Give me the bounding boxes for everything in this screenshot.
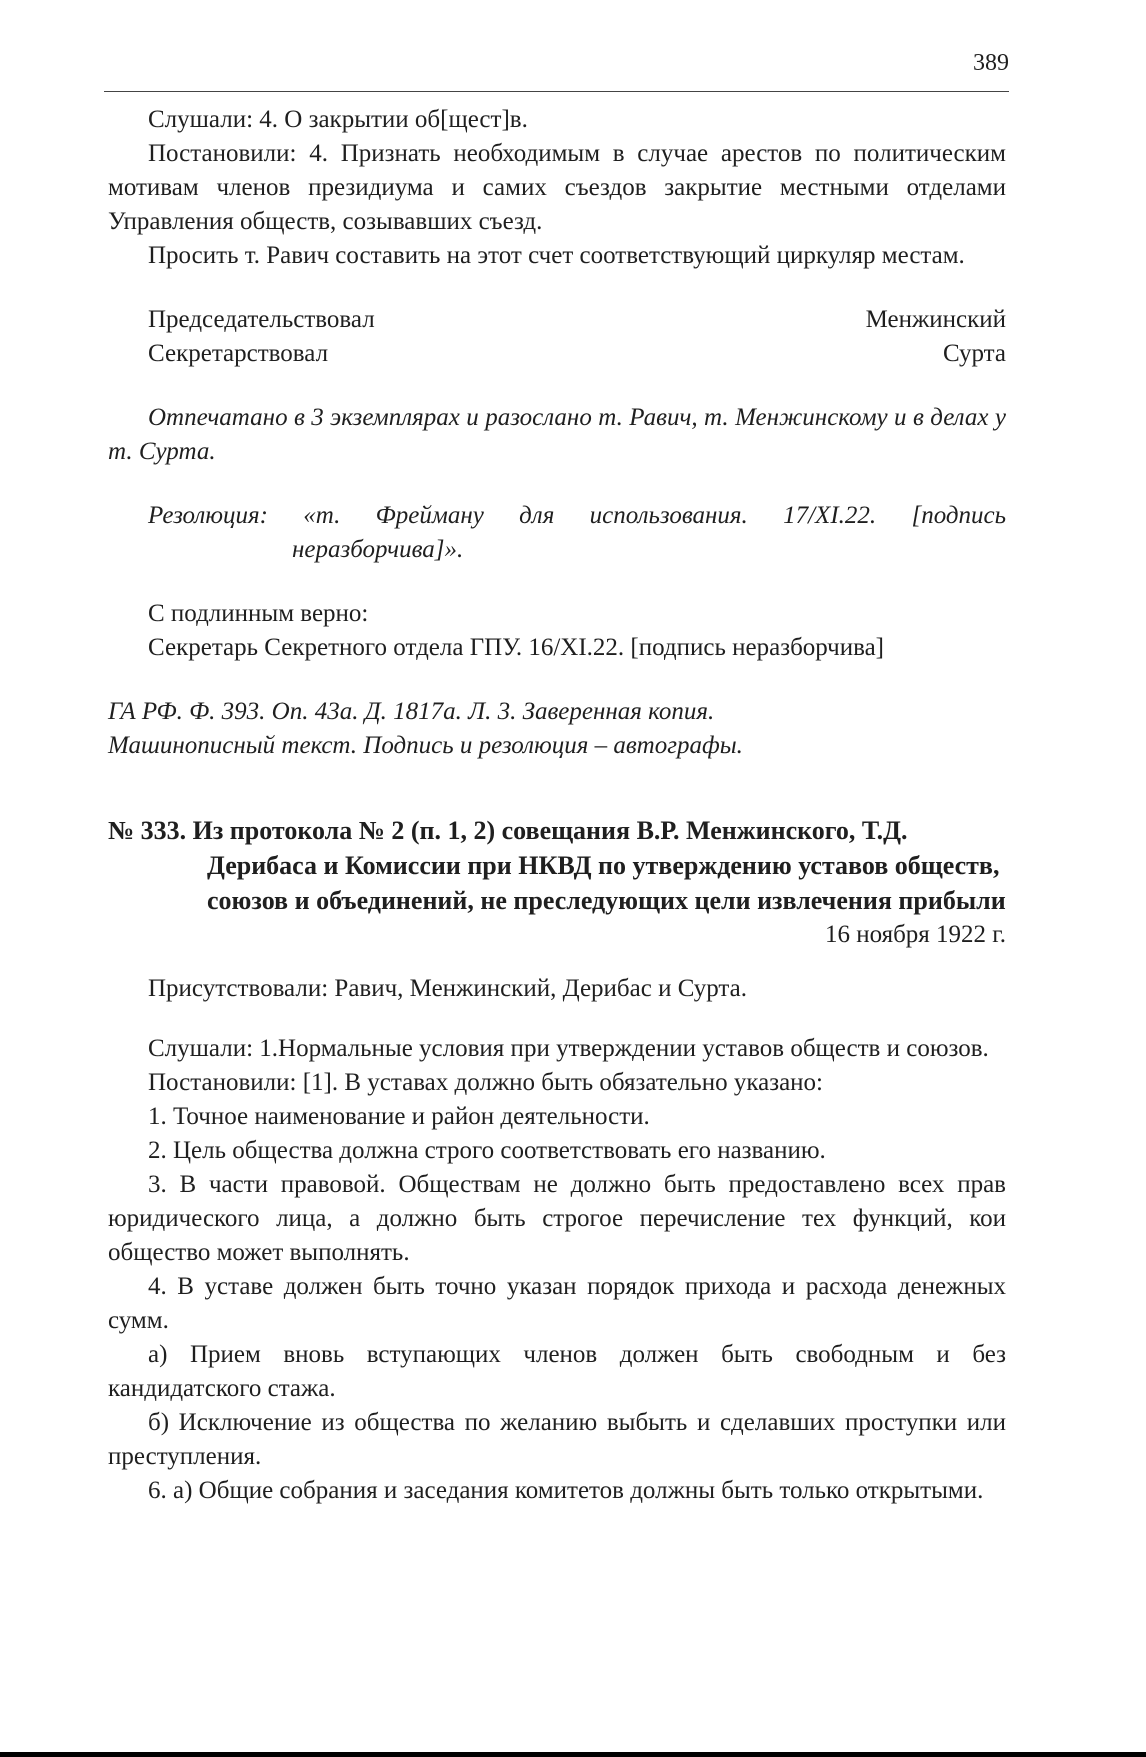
chaired-label: Председательствовал (148, 306, 375, 333)
archive-ref: ГА РФ. Ф. 393. Оп. 43а. Д. 1817а. Л. 3. Заверенная копия. (108, 698, 715, 725)
resolution: Резолюция: «т. Фрейману для использования. 17/XI.22. [подпись неразборчива]». (148, 502, 1006, 563)
item-2: 2. Цель общества должна строго соответствовать его названию. (148, 1137, 826, 1164)
signature-chaired (108, 303, 1006, 337)
secretary-name: Сурта (942, 340, 1006, 367)
signature-secretary (108, 337, 1006, 371)
archive-note: Машинописный текст. Подпись и резолюция – автографы. (108, 732, 743, 759)
heard-4: Слушали: 4. О закрытии об[щест]в. (148, 106, 528, 133)
item-3: 3. В части правовой. Обществам не должно быть предоставлено всех прав юридического лица, а должно быть строгое перечисление тех функций, кои общество может выполнять. (108, 1171, 1006, 1266)
item-6a: 6. а) Общие собрания и заседания комитетов должны быть только открытыми. (148, 1477, 984, 1504)
secretary-label: Секретарствовал (148, 340, 329, 367)
item-1: 1. Точное наименование и район деятельности. (148, 1103, 650, 1130)
decided-1: Постановили: [1]. В уставах должно быть обязательно указано: (148, 1069, 823, 1096)
page-body (108, 103, 1006, 1508)
item-b: б) Исключение из общества по желанию выбыть и сделавших проступки или преступления. (108, 1409, 1006, 1470)
scan-edge (0, 1752, 1146, 1757)
ask-circular: Просить т. Равич составить на этот счет соответствующий циркуляр местам. (148, 242, 965, 269)
document-date: 16 ноября 1922 г. (824, 921, 1006, 948)
item-a: а) Прием вновь вступающих членов должен быть свободным и без кандидатского стажа. (108, 1341, 1006, 1402)
printed-note: Отпечатано в 3 экземплярах и разослано т. Равич, т. Менжинскому и в делах у т. Сурта. (108, 404, 1006, 465)
present: Присутствовали: Равич, Менжинский, Дерибас и Сурта. (148, 975, 748, 1002)
heard-1: Слушали: 1.Нормальные условия при утверждении уставов обществ и союзов. (148, 1035, 989, 1062)
header-rule (104, 91, 1009, 92)
item-4: 4. В уставе должен быть точно указан порядок прихода и расхода денежных сумм. (108, 1273, 1006, 1334)
page-number: 389 (973, 50, 1009, 76)
secretary-sign: Секретарь Секретного отдела ГПУ. 16/XI.22. [подпись неразборчива] (148, 634, 885, 661)
chaired-name: Менжинский (865, 306, 1006, 333)
decided-4: Постановили: 4. Признать необходимым в случае арестов по политическим мотивам членов президиума и самих съездов закрытие местными отделами Управления обществ, созывавших съезд. (108, 140, 1006, 235)
document-title: № 333. Из протокола № 2 (п. 1, 2) совещания В.Р. Менжинского, Т.Д. Дерибаса и Комиссии при НКВД по утверждению уставов обществ, союзов и объединений, не преследующих цели извлечения прибыли (108, 816, 1006, 915)
true-copy: С подлинным верно: (148, 600, 369, 627)
